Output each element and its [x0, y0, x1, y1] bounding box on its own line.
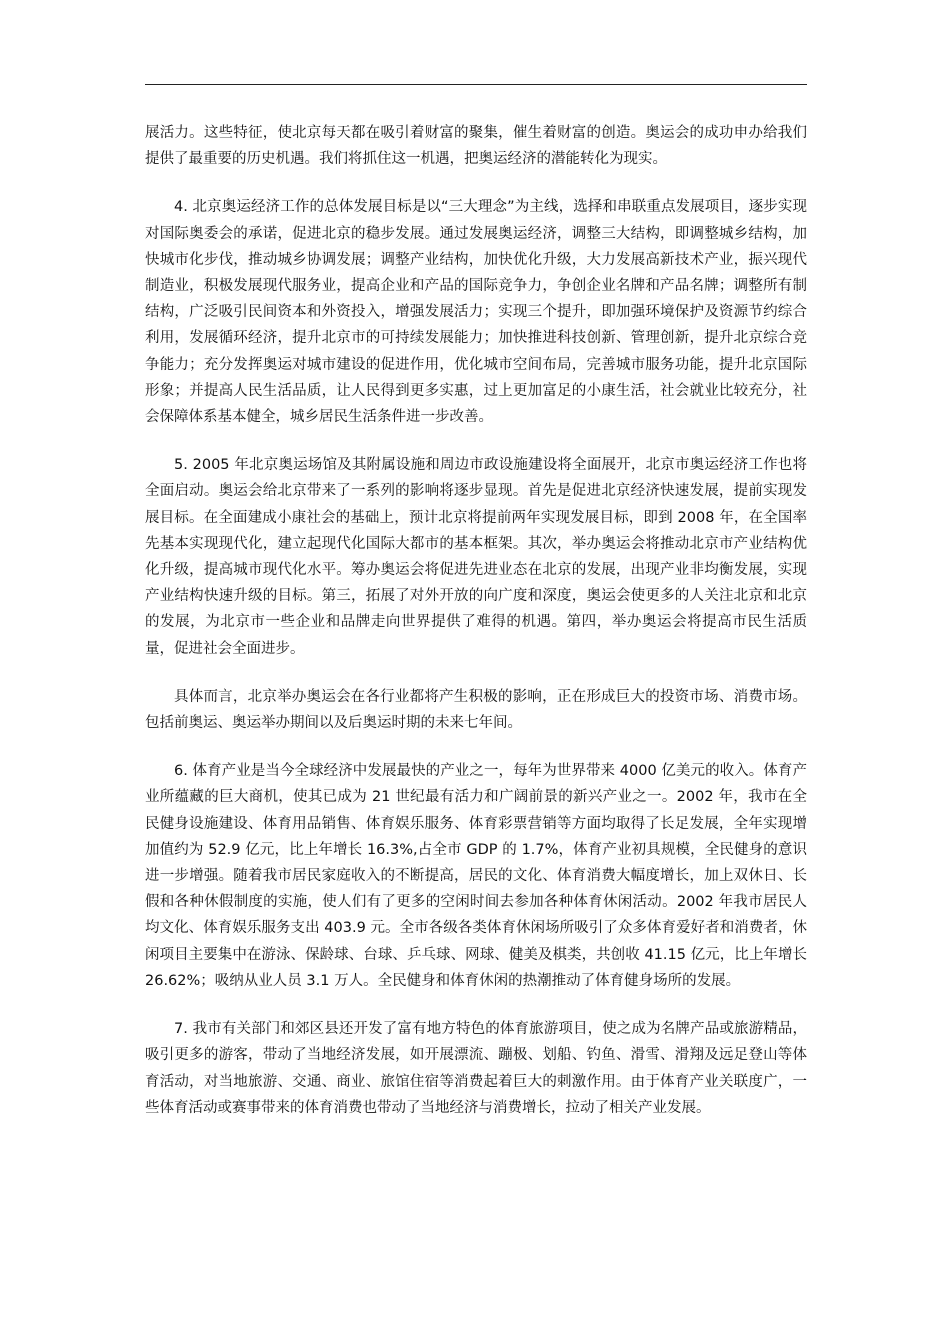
paragraph-7: 7. 我市有关部门和郊区县还开发了富有地方特色的体育旅游项目，使之成为名牌产品或旅游精品，吸引更多的游客，带动了当地经济发展，如开展漂流、蹦极、划船、钓鱼、滑雪、滑翔及远足登山等体育活动，对当地旅游、交通、商业、旅馆住宿等消费起着巨大的刺激作用。由于体育产业关联度广，一些体育活动或赛事带来的体育消费也带动了当地经济与消费增长，拉动了相关产业发展。: [145, 1021, 807, 1116]
paragraph-continuation: 展活力。这些特征，使北京每天都在吸引着财富的聚集，催生着财富的创造。奥运会的成功申办给我们提供了最重要的历史机遇。我们将抓住这一机遇，把奥运经济的潜能转化为现实。: [145, 125, 807, 168]
paragraph-specifics: 具体而言，北京举办奥运会在各行业都将产生积极的影响，正在形成巨大的投资市场、消费市场。包括前奥运、奥运举办期间以及后奥运时期的未来七年间。: [145, 688, 807, 732]
paragraph-5: 5. 2005 年北京奥运场馆及其附属设施和周边市政设施建设将全面展开，北京市奥运经济工作也将全面启动。奥运会给北京带来了一系列的影响将逐步显现。首先是促进北京经济快速发展，提前实现发展目标。在全面建成小康社会的基础上，预计北京将提前两年实现发展目标，即到 2008 年，在全国率先基本实现现代化，建立起现代化国际大都市的基本框架。其次，举办奥运会将推动北京市产业结构优化升级，提高城市现代化水平。筹办奥运会将促进先进业态在北京的发展，出现产业非均衡发展，实现产业结构快速升级的目标。第三，拓展了对外开放的向广度和深度，奥运会使更多的人关注北京和北京的发展，为北京市一些企业和品牌走向世界提供了难得的机遇。第四，举办奥运会将提高市民生活质量，促进社会全面进步。: [145, 457, 807, 657]
paragraph-6: 6. 体育产业是当今全球经济中发展最快的产业之一，每年为世界带来 4000 亿美元的收入。体育产业所蕴藏的巨大商机，使其已成为 21 世纪最有活力和广阔前景的新兴产业之一。2002 年，我市在全民健身设施建设、体育用品销售、体育娱乐服务、体育彩票营销等方面均取得了长足发展，全年实现增加值约为 52.9 亿元，比上年增长 16.3%,占全市 GDP 的 1.7%，体育产业初具规模，全民健身的意识进一步增强。随着我市居民家庭收入的不断提高，居民的文化、体育消费大幅度增长，加上双休日、长假和各种休假制度的实施，使人们有了更多的空闲时间去参加各种体育休闲活动。2002 年我市居民人均文化、体育娱乐服务支出 403.9 元。全市各级各类体育休闲场所吸引了众多体育爱好者和消费者，休闲项目主要集中在游泳、保龄球、台球、乒乓球、网球、健美及棋类，共创收 41.15 亿元，比上年增长 26.62%；吸纳从业人员 3.1 万人。全民健身和体育休闲的热潮推动了体育健身场所的发展。: [145, 763, 807, 989]
document-page: [145, 0, 807, 1344]
document-body: [145, 120, 807, 1121]
paragraph-4: 4. 北京奥运经济工作的总体发展目标是以“三大理念”为主线，选择和串联重点发展项目，逐步实现对国际奥委会的承诺，促进北京的稳步发展。通过发展奥运经济，调整三大结构，即调整城乡结构，加快城市化步伐，推动城乡协调发展；调整产业结构，加快优化升级，大力发展高新技术产业，振兴现代制造业，积极发展现代服务业，提高企业和产品的国际竞争力，争创企业名牌和产品名牌；调整所有制结构，广泛吸引民间资本和外资投入，增强发展活力；实现三个提升，即加强环境保护及资源节约综合利用，发展循环经济，提升北京市的可持续发展能力；加快推进科技创新、管理创新，提升北京综合竞争能力；充分发挥奥运对城市建设的促进作用，优化城市空间布局，完善城市服务功能，提升北京国际形象；并提高人民生活品质，让人民得到更多实惠，过上更加富足的小康生活，社会就业比较充分，社会保障体系基本健全，城乡居民生活条件进一步改善。: [145, 199, 807, 426]
header-divider: [145, 84, 807, 85]
